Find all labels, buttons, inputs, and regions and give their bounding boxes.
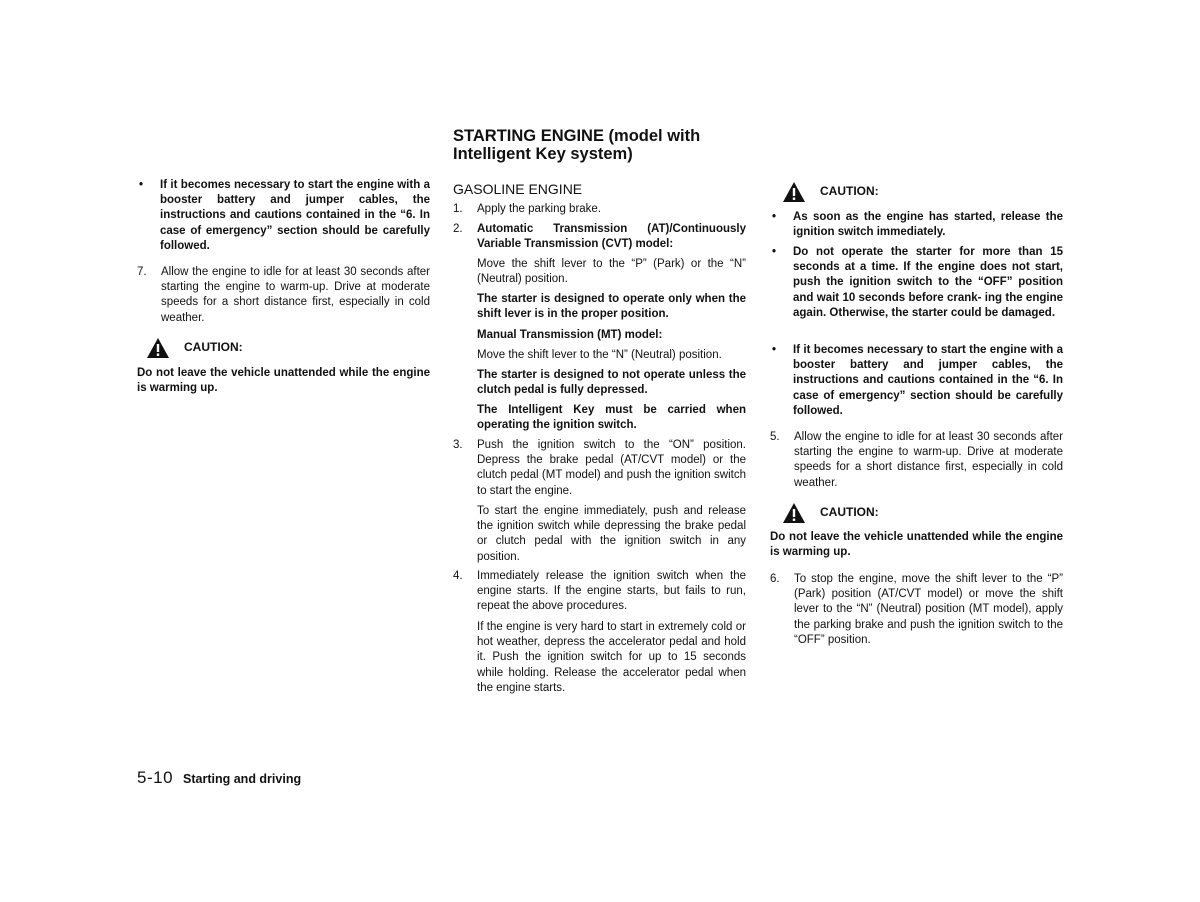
bullet-item [770, 245, 1063, 321]
step-text: To stop the engine, move the shift lever to the “P” (Park) position (AT/CVT model) or move the shift lever to the “N” (Neutral) position (MT model), apply the parking brake and push the ignition switch to the “OFF” position. [794, 573, 1063, 646]
step-number: 3. [453, 439, 463, 451]
step-text: Allow the engine to idle for at least 30 seconds after starting the engine to warm-up. Drive at moderate speeds for a short distance first, especially in cold weather. [161, 266, 430, 324]
step-1 [453, 202, 746, 217]
caution-text: Do not leave the vehicle unattended while the engine is warming up. [770, 531, 1063, 559]
caution-text: Do not leave the vehicle unattended while the engine is warming up. [137, 367, 430, 395]
step-2-paragraph: Move the shift lever to the “N” (Neutral) position. [477, 349, 722, 361]
step-3-paragraph: To start the engine immediately, push and release the ignition switch while depressing the brake pedal or clutch pedal with the ignition switch in any position. [477, 505, 746, 563]
bullet-item [137, 178, 430, 254]
step-number: 2. [453, 223, 463, 235]
page-footer [137, 770, 301, 787]
step-text: Immediately release the ignition switch when the engine starts. If the engine starts, but fails to run, repeat the above procedures. [477, 570, 746, 613]
step-number: 1. [453, 203, 463, 215]
caution-label: CAUTION: [820, 184, 879, 199]
bullet-item [770, 210, 1063, 240]
caution-header [782, 181, 879, 203]
warning-triangle-icon [782, 181, 806, 203]
step-6 [770, 572, 1063, 648]
caution-header [146, 337, 243, 359]
step-4-paragraph: If the engine is very hard to start in extremely cold or hot weather, depress the accelerator pedal and hold it. Push the ignition switch for up to 15 seconds while holding. Release the accelerator pedal when the engine starts. [477, 621, 746, 694]
caution-label: CAUTION: [184, 340, 243, 355]
step-2 [453, 222, 746, 252]
step-2-note: The Intelligent Key must be carried when operating the ignition switch. [477, 404, 746, 432]
page-number: 5-10 [137, 768, 174, 787]
bullet-text: As soon as the engine has started, release the ignition switch immediately. [793, 211, 1063, 239]
caution-header [782, 502, 879, 524]
step-text: Apply the parking brake. [477, 203, 602, 215]
bullet-item [770, 343, 1063, 419]
caution-label: CAUTION: [820, 505, 879, 520]
chapter-title: Starting and driving [183, 772, 302, 786]
bullet-text: Do not operate the starter for more than 15 seconds at a time. If the engine does not start, push the ignition switch to the “OFF” position and wait 10 seconds before crank- ing the engine again. Otherwise, the starter could be damaged. [793, 246, 1063, 319]
step-7 [137, 265, 430, 326]
section-title: STARTING ENGINE (model with Intelligent Key system) [453, 127, 701, 163]
bullet-text: If it becomes necessary to start the engine with a booster battery and jumper cables, the instructions and cautions contained in the “6. In case of emergency” section should be carefully followed. [160, 179, 430, 252]
step-2-paragraph: Move the shift lever to the “P” (Park) or the “N” (Neutral) position. [477, 258, 746, 286]
step-number: 5. [770, 431, 780, 443]
warning-triangle-icon [782, 502, 806, 524]
step-text: Automatic Transmission (AT)/Continuously Variable Transmission (CVT) model: [477, 223, 746, 251]
bullet-text: If it becomes necessary to start the engine with a booster battery and jumper cables, the instructions and cautions contained in the “6. In case of emergency” section should be carefully followed. [793, 344, 1063, 417]
step-3 [453, 438, 746, 499]
step-text: Allow the engine to idle for at least 30 seconds after starting the engine to warm-up. Drive at moderate speeds for a short distance first, especially in cold weather. [794, 431, 1063, 489]
bullet-dot: • [772, 211, 777, 223]
step-2-note: The starter is designed to not operate unless the clutch pedal is fully depressed. [477, 369, 746, 397]
step-2-mt-heading: Manual Transmission (MT) model: [477, 329, 663, 341]
bullet-dot: • [772, 344, 777, 356]
subsection-title: GASOLINE ENGINE [453, 181, 583, 197]
step-4 [453, 569, 746, 615]
step-number: 6. [770, 573, 780, 585]
bullet-dot: • [139, 179, 144, 191]
step-5 [770, 430, 1063, 491]
step-number: 7. [137, 266, 147, 278]
bullet-dot: • [772, 246, 777, 258]
step-text: Push the ignition switch to the “ON” position. Depress the brake pedal (AT/CVT model) or the clutch pedal (MT model) and push the ignition switch to start the engine. [477, 439, 746, 497]
warning-triangle-icon [146, 337, 170, 359]
step-2-note: The starter is designed to operate only when the shift lever is in the proper position. [477, 293, 746, 321]
step-number: 4. [453, 570, 463, 582]
